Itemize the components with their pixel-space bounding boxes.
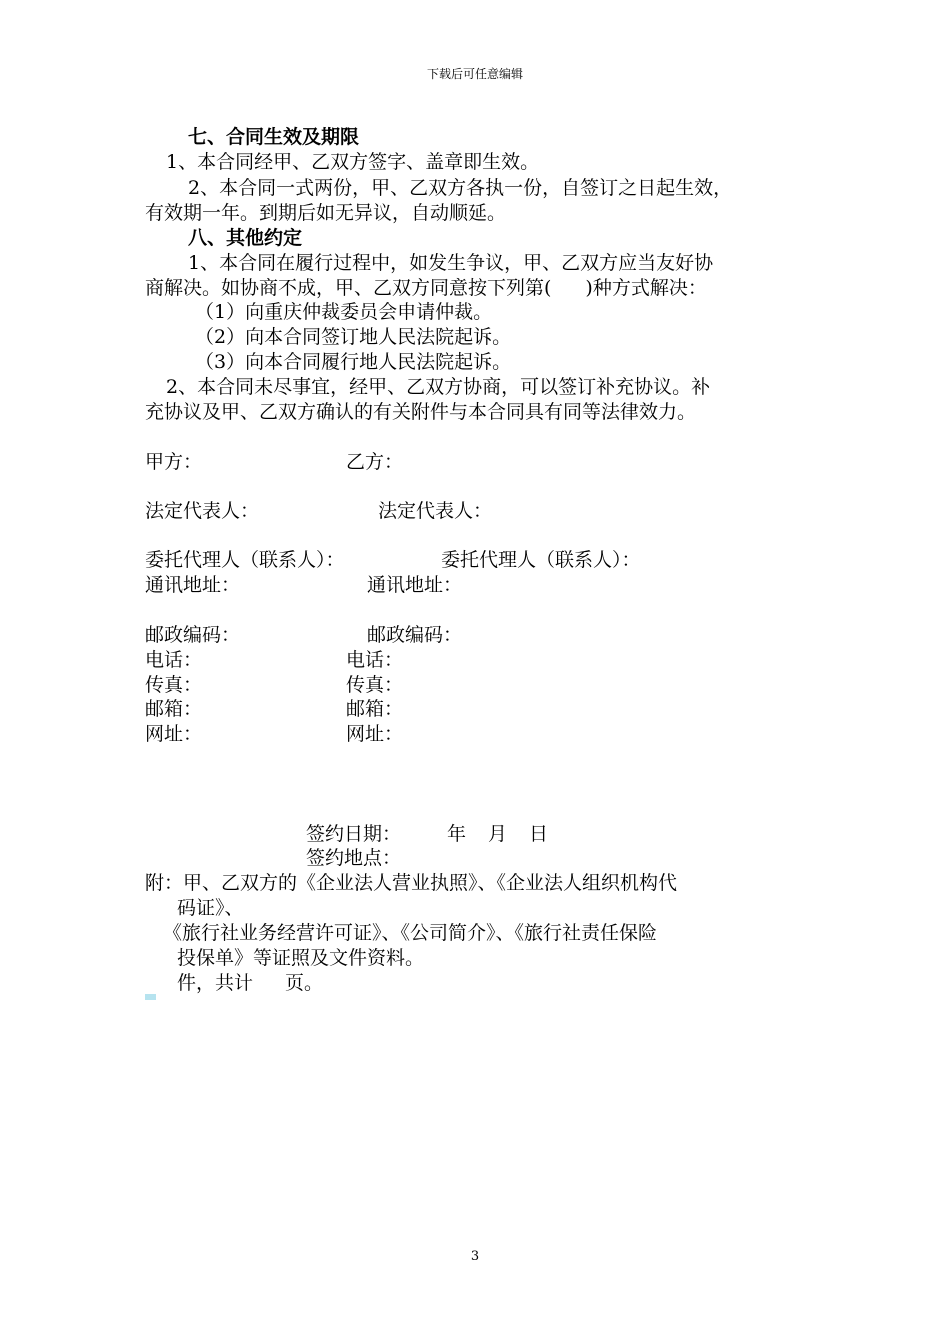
- signing-date-label: 签约日期：: [306, 823, 402, 845]
- dispute-option-2: （2）向本合同签订地人民法院起诉。: [195, 326, 512, 348]
- section-8-item-1-line-2: [145, 276, 707, 300]
- section-8-item-2-line-1: 2、本合同未尽事宜，经甲、乙双方协商，可以签订补充协议。补: [166, 376, 711, 398]
- email-b-label: 邮箱：: [346, 698, 404, 720]
- postcode-b-label: 邮政编码：: [367, 624, 463, 646]
- page-number: 3: [470, 1249, 480, 1264]
- attachment-line-1: 附：甲、乙双方的《企业法人营业执照》、《企业法人组织机构代: [145, 872, 678, 894]
- signing-place-label: 签约地点：: [306, 847, 402, 869]
- fax-b-label: 传真：: [346, 674, 404, 696]
- section-8-item-1-line-2-start: 商解决。如协商不成，甲、乙双方同意按下列第(: [145, 277, 552, 299]
- section-7-item-1: 1、本合同经甲、乙双方签字、盖章即生效。: [166, 151, 540, 173]
- party-a-label: 甲方：: [145, 451, 203, 473]
- signing-month: 月: [488, 823, 508, 845]
- section-8-title: 八、其他约定: [188, 227, 303, 249]
- address-a-label: 通讯地址：: [145, 574, 241, 596]
- signing-day: 日: [529, 823, 549, 845]
- section-8-item-1-line-1: 1、本合同在履行过程中，如发生争议，甲、乙双方应当友好协: [188, 252, 714, 274]
- attachment-count-label: 件，共计: [177, 972, 254, 994]
- attachment-line-5: [177, 971, 323, 995]
- website-b-label: 网址：: [346, 723, 404, 745]
- dispute-option-3: （3）向本合同履行地人民法院起诉。: [195, 351, 512, 373]
- section-7-item-2-line-1: 2、本合同一式两份，甲、乙双方各执一份，自签订之日起生效，: [188, 177, 733, 199]
- text-cursor-marker: [145, 994, 156, 1000]
- legal-rep-a-label: 法定代表人：: [145, 500, 260, 522]
- phone-b-label: 电话：: [346, 649, 404, 671]
- agent-a-label: 委托代理人（联系人）：: [145, 549, 345, 571]
- signing-year: 年: [447, 823, 467, 845]
- header-note: 下载后可任意编辑: [426, 67, 523, 81]
- legal-rep-b-label: 法定代表人：: [378, 500, 493, 522]
- attachment-page-suffix: 页。: [285, 972, 324, 994]
- section-7-title: 七、合同生效及期限: [188, 126, 360, 148]
- section-7-item-2-line-2: 有效期一年。到期后如无异议，自动顺延。: [145, 202, 507, 224]
- website-a-label: 网址：: [145, 723, 203, 745]
- dispute-option-1: （1）向重庆仲裁委员会申请仲裁。: [195, 301, 493, 323]
- section-8-item-1-line-2-end: )种方式解决：: [585, 277, 707, 299]
- postcode-a-label: 邮政编码：: [145, 624, 241, 646]
- attachment-line-3: 《旅行社业务经营许可证》、《公司简介》、《旅行社责任保险: [163, 922, 658, 944]
- address-b-label: 通讯地址：: [367, 574, 463, 596]
- party-b-label: 乙方：: [346, 451, 404, 473]
- agent-b-label: 委托代理人（联系人）：: [441, 549, 641, 571]
- phone-a-label: 电话：: [145, 649, 203, 671]
- fax-a-label: 传真：: [145, 674, 203, 696]
- attachment-line-4: 投保单》等证照及文件资料。: [177, 947, 425, 969]
- signing-date-line: [306, 822, 548, 846]
- email-a-label: 邮箱：: [145, 698, 203, 720]
- attachment-line-2: 码证》、: [177, 897, 244, 919]
- section-8-item-2-line-2: 充协议及甲、乙双方确认的有关附件与本合同具有同等法律效力。: [145, 401, 697, 423]
